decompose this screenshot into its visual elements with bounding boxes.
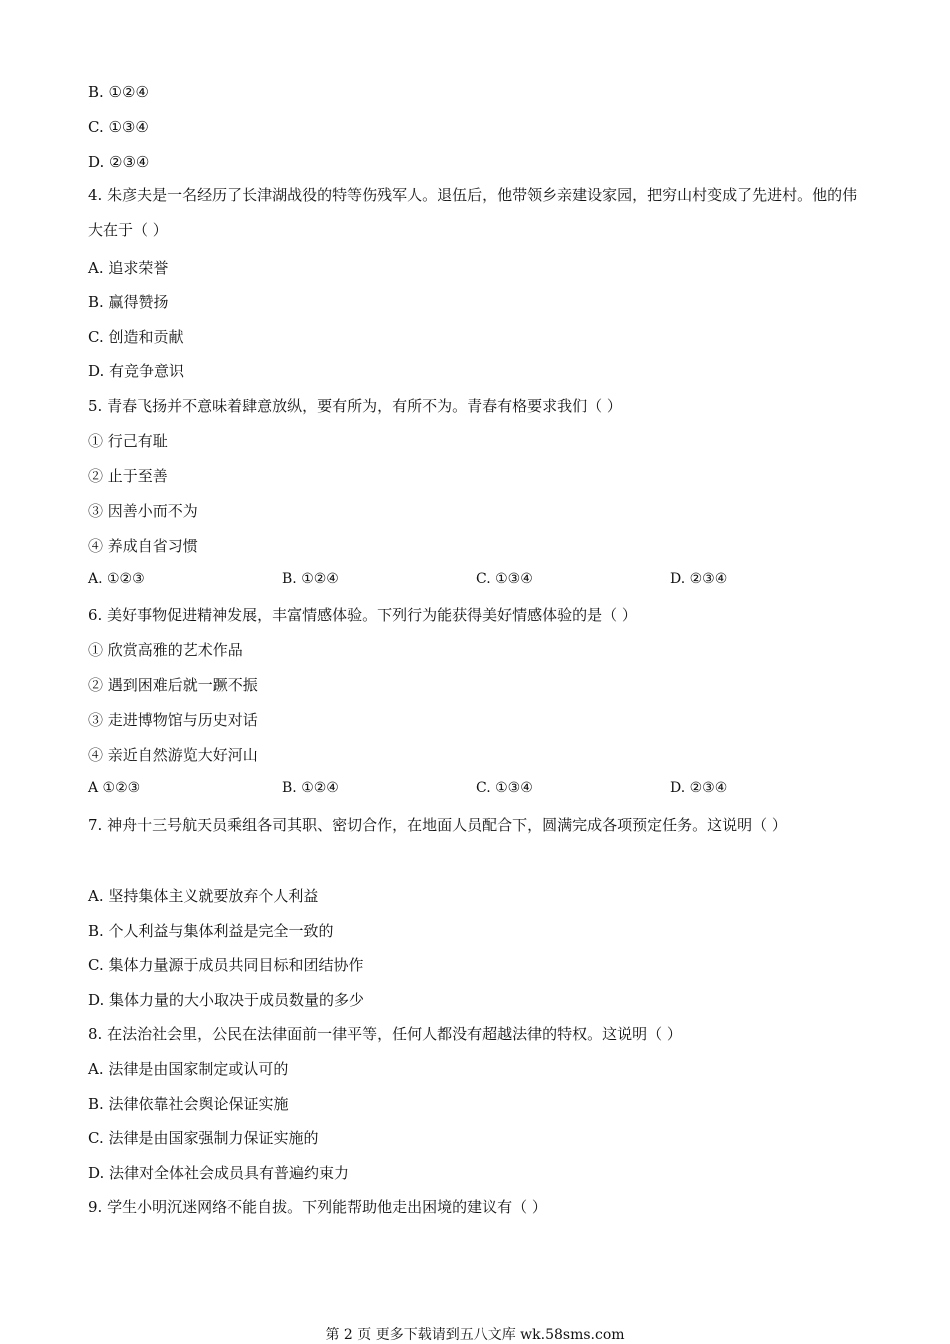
- question-7: 7. 神舟十三号航天员乘组各司其职、密切合作，在地面人员配合下，圆满完成各项预定任务。这说明（ ）: [88, 816, 787, 834]
- q4-option-c: C. 创造和贡献: [88, 328, 184, 346]
- q8-option-c: C. 法律是由国家强制力保证实施的: [88, 1129, 319, 1147]
- question-9: 9. 学生小明沉迷网络不能自拔。下列能帮助他走出困境的建议有（ ）: [88, 1198, 547, 1216]
- q7-option-b: B. 个人利益与集体利益是完全一致的: [88, 922, 334, 940]
- page-footer: 第 2 页 更多下载请到五八文库 wk.58sms.com: [325, 1327, 625, 1343]
- q5-item-1: ① 行己有耻: [88, 432, 168, 450]
- q3-option-d: D. ②③④: [88, 153, 150, 171]
- question-6: 6. 美好事物促进精神发展，丰富情感体验。下列行为能获得美好情感体验的是（ ）: [88, 606, 637, 624]
- q6-item-2: ② 遇到困难后就一蹶不振: [88, 676, 258, 694]
- q6-item-3: ③ 走进博物馆与历史对话: [88, 711, 258, 729]
- q5-item-3: ③ 因善小而不为: [88, 502, 198, 520]
- q4-option-d: D. 有竞争意识: [88, 362, 185, 380]
- q6-option-b: B. ①②④: [282, 780, 339, 796]
- q8-option-b: B. 法律依靠社会舆论保证实施: [88, 1095, 289, 1113]
- q8-option-a: A. 法律是由国家制定或认可的: [88, 1060, 289, 1078]
- question-4: 4. 朱彦夫是一名经历了长津湖战役的特等伤残军人。退伍后，他带领乡亲建设家园，把穷山村变成了先进村。他的伟大在于（ ）: [88, 186, 858, 239]
- q7-option-c: C. 集体力量源于成员共同目标和团结协作: [88, 956, 364, 974]
- q8-option-d: D. 法律对全体社会成员具有普遍约束力: [88, 1164, 350, 1182]
- q5-option-c: C. ①③④: [476, 571, 533, 587]
- question-5: 5. 青春飞扬并不意味着肆意放纵，要有所为，有所不为。青春有格要求我们（ ）: [88, 397, 622, 415]
- q5-option-d: D. ②③④: [670, 571, 728, 587]
- q6-item-1: ① 欣赏高雅的艺术作品: [88, 641, 243, 659]
- q5-item-4: ④ 养成自省习惯: [88, 537, 198, 555]
- q4-option-a: A. 追求荣誉: [88, 259, 169, 277]
- q6-option-a: A ①②③: [88, 780, 141, 796]
- q4-option-b: B. 赢得赞扬: [88, 293, 169, 311]
- q7-option-d: D. 集体力量的大小取决于成员数量的多少: [88, 991, 365, 1009]
- q3-option-c: C. ①③④: [88, 118, 149, 136]
- question-8: 8. 在法治社会里，公民在法律面前一律平等，任何人都没有超越法律的特权。这说明（ ）: [88, 1025, 682, 1043]
- q5-option-a: A. ①②③: [88, 571, 145, 587]
- q5-option-b: B. ①②④: [282, 571, 339, 587]
- q7-option-a: A. 坚持集体主义就要放弃个人利益: [88, 887, 319, 905]
- q6-item-4: ④ 亲近自然游览大好河山: [88, 746, 258, 764]
- q3-option-b: B. ①②④: [88, 83, 149, 101]
- q6-option-c: C. ①③④: [476, 780, 533, 796]
- q6-option-d: D. ②③④: [670, 780, 728, 796]
- q5-item-2: ② 止于至善: [88, 467, 168, 485]
